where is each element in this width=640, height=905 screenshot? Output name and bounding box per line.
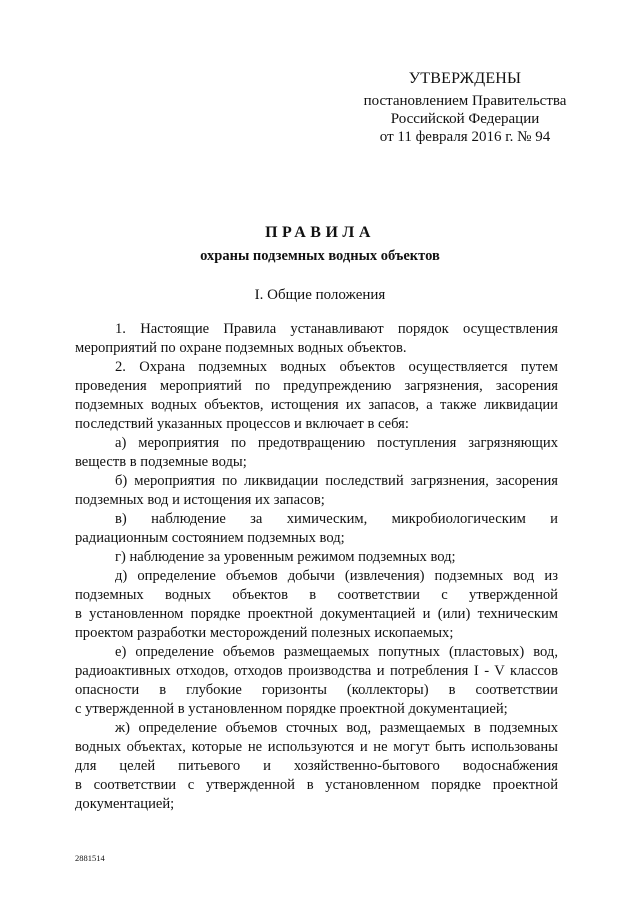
paragraph-line: 1. Настоящие Правила устанавливают порядок осуществления [115,321,558,337]
paragraph-line: мероприятий по охране подземных водных объектов. [75,340,407,356]
paragraph-line: проектом разработки месторождений полезных ископаемых; [75,625,454,641]
paragraph-line: подземных вод и истощения их запасов; [75,492,325,508]
paragraph-line: проведения мероприятий по предупреждению загрязнения, засорения [75,378,558,394]
approval-date-line: от 11 февраля 2016 г. № 94 [379,129,551,145]
paragraph-line: радиационным состоянием подземных вод; [75,530,345,546]
paragraph-line: последствий указанных процессов и включает в себя: [75,416,409,432]
approval-block [340,70,590,146]
paragraph-line: г) наблюдение за уровенным режимом подземных вод; [115,549,456,565]
paragraph-line: радиоактивных отходов, отходов производства и потребления I - V классов [75,663,558,679]
paragraph-line: в соответствии с утвержденной в установленном порядке проектной [75,777,558,793]
paragraph-line: ж) определение объемов сточных вод, размещаемых в подземных [115,720,558,736]
paragraph-line: б) мероприятия по ликвидации последствий загрязнения, засорения [115,473,558,489]
document-title: ПРАВИЛА [265,224,375,241]
paragraph-line: подземных водных объектов, истощения их запасов, а также ликвидации [75,397,558,413]
approval-line: Российской Федерации [390,111,540,127]
paragraph-line: водных объектах, которые не используются и не могут быть использованы [75,739,558,755]
paragraph-line: в установленном порядке проектной документацией и (или) техническим [75,606,558,622]
approval-line: постановлением Правительства [363,93,567,109]
paragraph-line: подземных водных объектов в соответствии с утвержденной [75,587,558,603]
document-body [75,320,558,814]
paragraph-line: документацией; [75,796,175,812]
paragraph-line: для целей питьевого и хозяйственно-бытового водоснабжения [75,758,558,774]
paragraph-line: веществ в подземные воды; [75,454,247,470]
paragraph-line: 2. Охрана подземных водных объектов осуществляется путем [115,359,558,375]
paragraph-line: опасности в глубокие горизонты (коллекторы) в соответствии [75,682,558,698]
approval-title: УТВЕРЖДЕНЫ [408,70,522,87]
paragraph-line: е) определение объемов размещаемых попутных (пластовых) вод, [115,644,558,660]
paragraph-line: а) мероприятия по предотвращению поступления загрязняющих [115,435,558,451]
document-subtitle: охраны подземных водных объектов [200,248,440,264]
section-heading: I. Общие положения [254,287,386,303]
paragraph-line: с утвержденной в установленном порядке проектной документацией; [75,701,508,717]
paragraph-line: д) определение объемов добычи (извлечения) подземных вод из [115,568,558,584]
paragraph-line: в) наблюдение за химическим, микробиологическим и [115,511,558,527]
document-code: 2881514 [75,853,105,863]
